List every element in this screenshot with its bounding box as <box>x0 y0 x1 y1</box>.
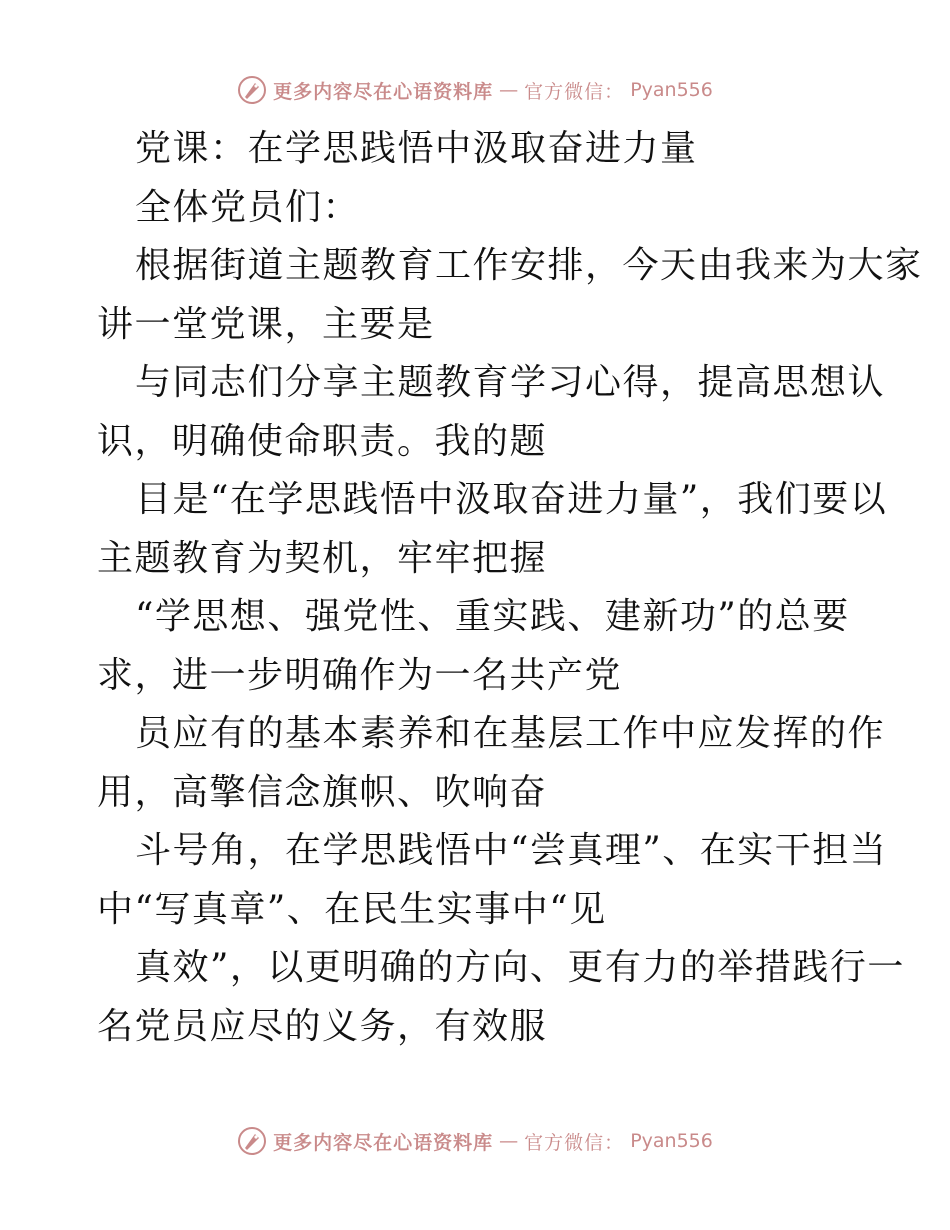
header-watermark <box>0 70 950 110</box>
document-title: 党课：在学思践悟中汲取奋进力量 <box>135 128 698 169</box>
watermark-wechat-id: Pyan556 <box>630 1130 713 1152</box>
watermark-site-text: 更多内容尽在心语资料库 <box>273 1131 494 1154</box>
paragraph-line: “学思想、强党性、重实践、建新功”的总要 <box>135 596 850 637</box>
paragraph-line: 根据街道主题教育工作安排，今天由我来为大家 <box>135 245 923 286</box>
paragraph-line: 中“写真章”、在民生实事中“见 <box>97 888 607 930</box>
paragraph-line: 求，进一步明确作为一名共产党 <box>97 654 623 696</box>
watermark-site-text: 更多内容尽在心语资料库 <box>273 80 494 103</box>
paragraph-line: 名党员应尽的义务，有效服 <box>97 1005 548 1047</box>
paragraph-line: 目是“在学思践悟中汲取奋进力量”，我们要以 <box>135 479 888 520</box>
paragraph-line: 主题教育为契机，牢牢把握 <box>97 537 548 579</box>
footer-watermark <box>0 1121 950 1161</box>
watermark-dash: — <box>499 79 519 101</box>
watermark-wechat-label: 官方微信： <box>524 80 625 103</box>
paragraph-line: 真效”，以更明确的方向、更有力的举措践行一 <box>135 947 905 988</box>
paragraph-line: 员应有的基本素养和在基层工作中应发挥的作 <box>135 713 886 754</box>
paragraph-line: 讲一堂党课，主要是 <box>97 303 435 345</box>
watermark-wechat-id: Pyan556 <box>630 79 713 101</box>
paragraph-line: 用，高擎信念旗帜、吹响奋 <box>97 771 548 813</box>
salutation: 全体党员们： <box>135 186 361 228</box>
paragraph-line: 与同志们分享主题教育学习心得，提高思想认 <box>135 362 886 403</box>
paragraph-line: 斗号角，在学思践悟中“尝真理”、在实干担当 <box>135 830 888 871</box>
document-body <box>97 120 923 1056</box>
watermark-wechat-label: 官方微信： <box>524 1131 625 1154</box>
watermark-dash: — <box>499 1130 519 1152</box>
pen-nib-logo-icon <box>237 75 267 105</box>
paragraph-line: 识，明确使命职责。我的题 <box>97 420 548 462</box>
pen-nib-logo-icon <box>237 1126 267 1156</box>
